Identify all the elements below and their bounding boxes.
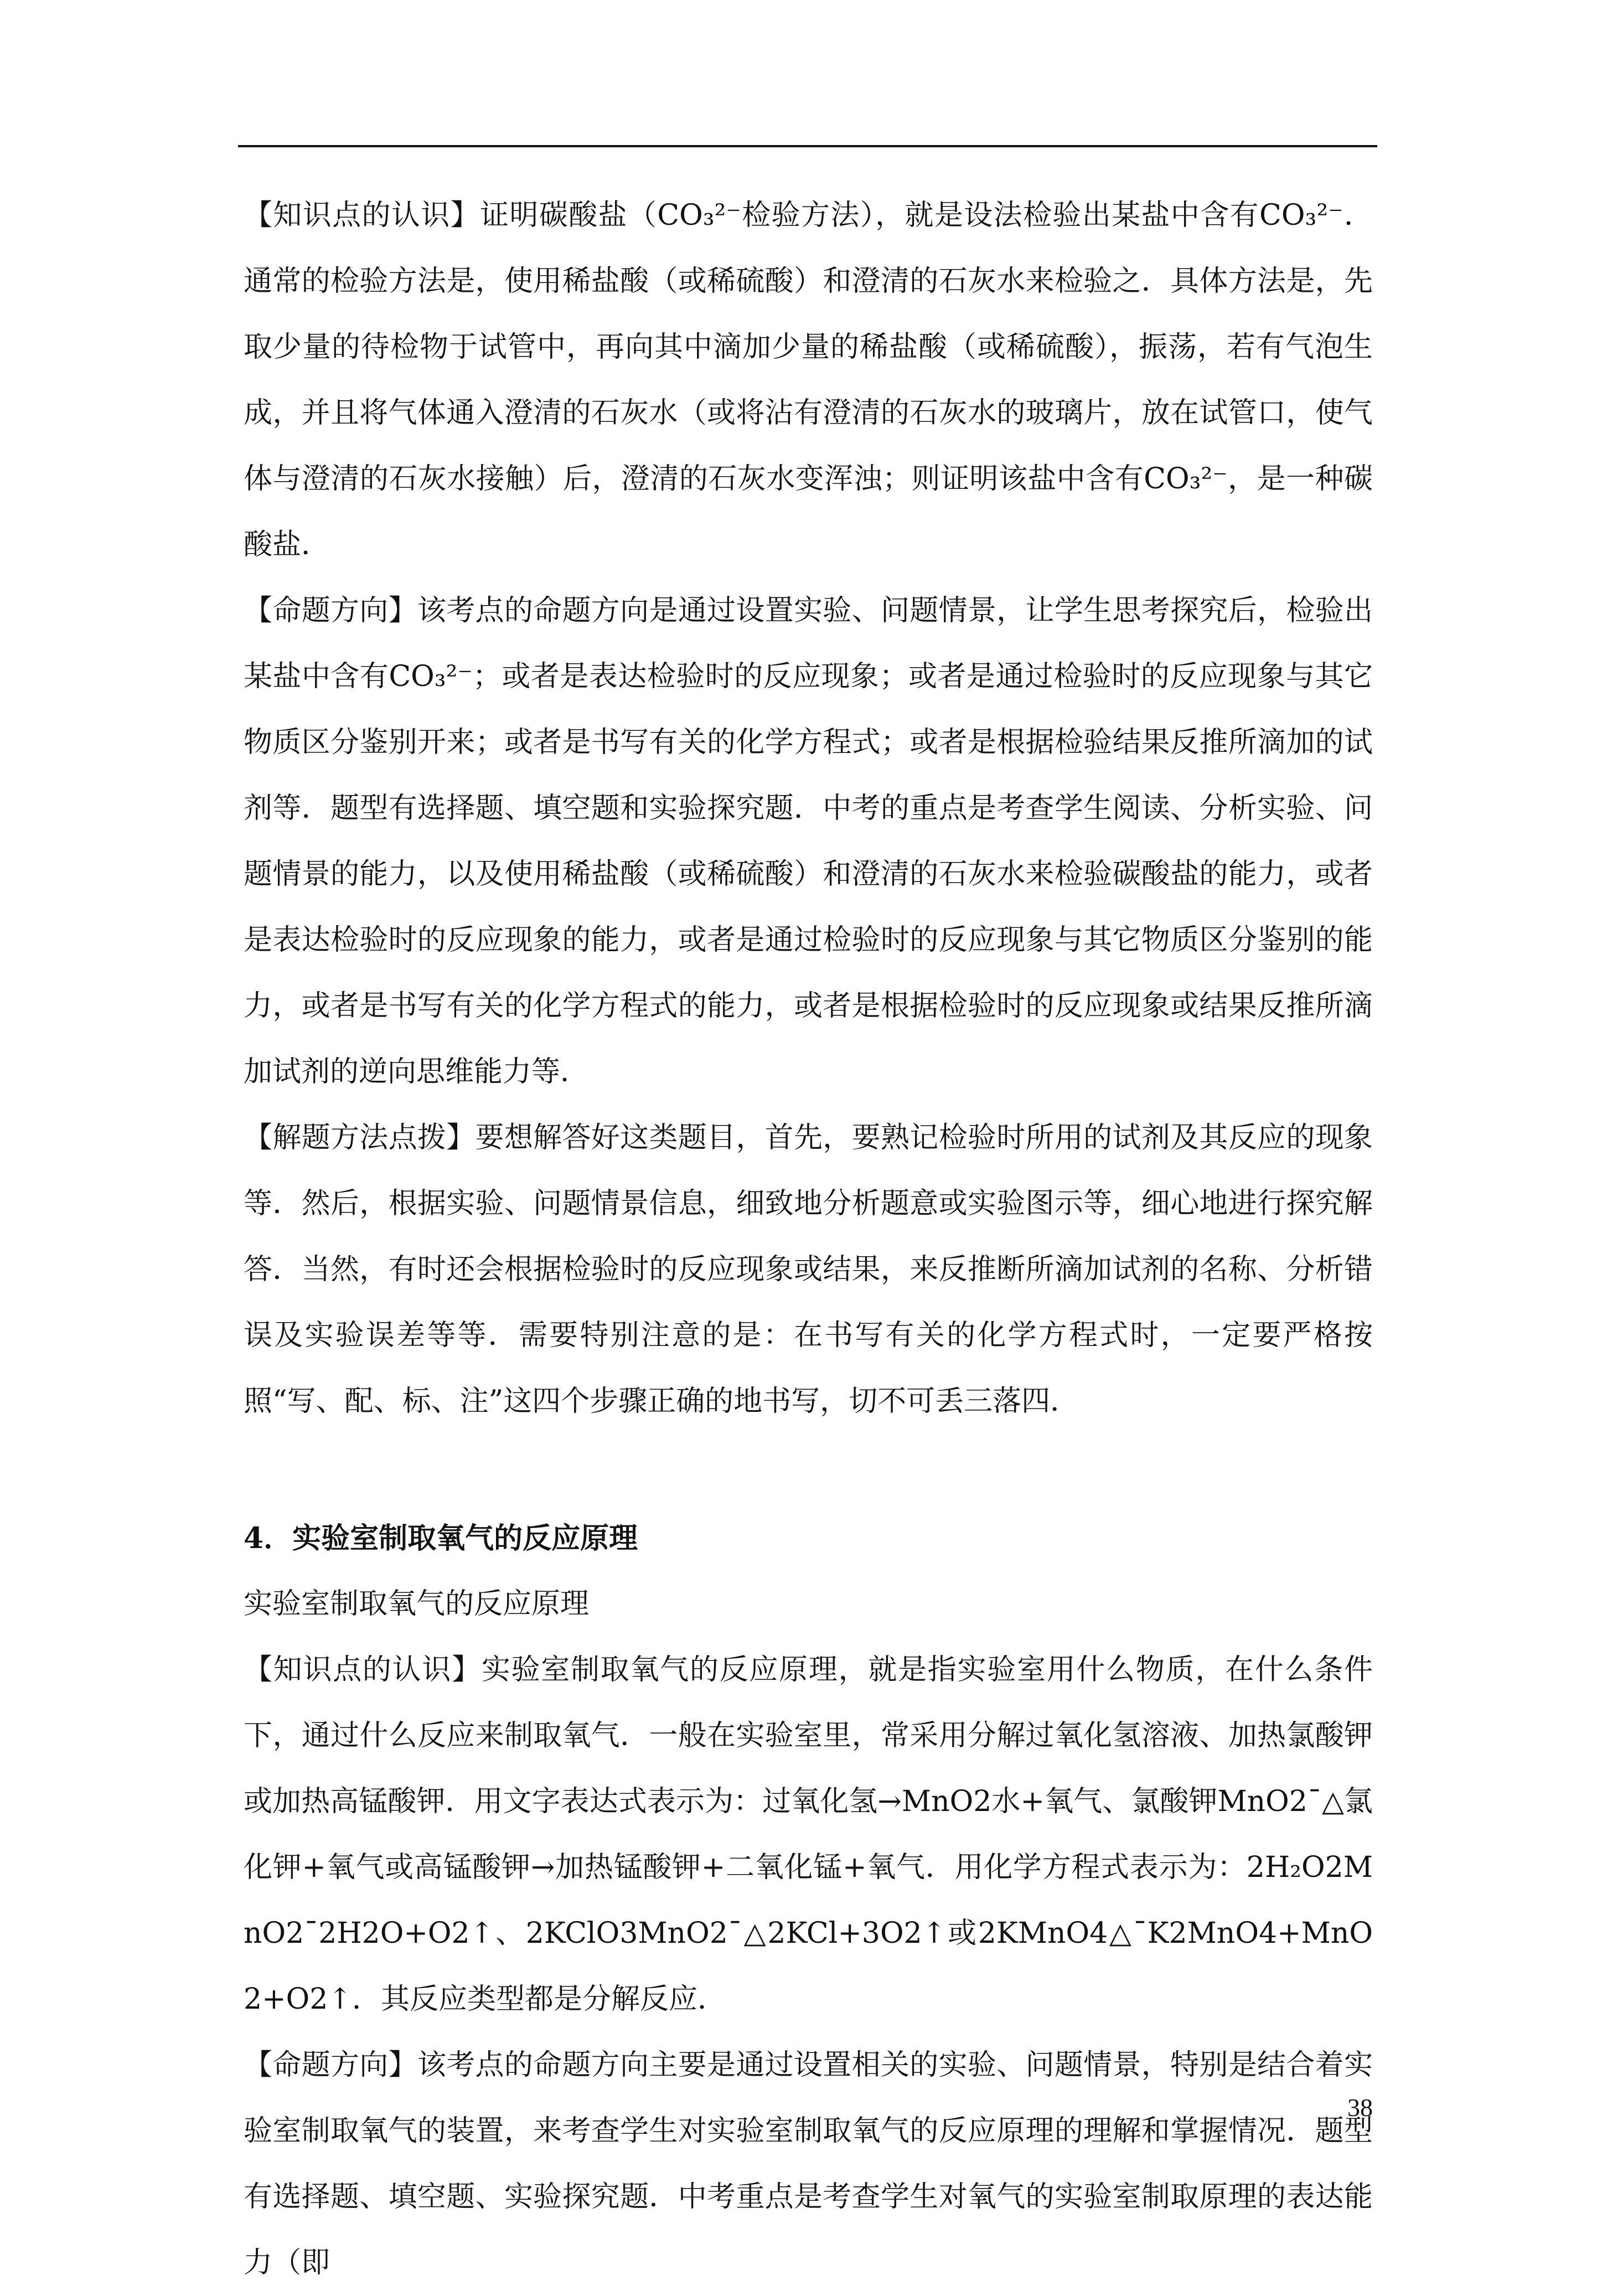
carbonate-exam-direction-paragraph: 【命题方向】该考点的命题方向是通过设置实验、问题情景，让学生思考探究后，检验出某盐中含有CO₃²⁻；或者是表达检验时的反应现象；或者是通过检验时的反应现象与其它物质区分鉴别开来；或者是书写有关的化学方程式；或者是根据检验结果反推所滴加的试剂等．题型有选择题、填空题和实验探究题．中考的重点是考查学生阅读、分析实验、问题情景的能力，以及使用稀盐酸（或稀硫酸）和澄清的石灰水来检验碳酸盐的能力，或者是表达检验时的反应现象的能力，或者是通过检验时的反应现象与其它物质区分鉴别的能力，或者是书写有关的化学方程式的能力，或者是根据检验时的反应现象或结果反推所滴加试剂的逆向思维能力等． — [244, 594, 1373, 1088]
oxygen-exam-direction-paragraph: 【命题方向】该考点的命题方向主要是通过设置相关的实验、问题情景，特别是结合着实验室制取氧气的装置，来考查学生对实验室制取氧气的反应原理的理解和掌握情况．题型有选择题、填空题、实验探究题．中考重点是考查学生对氧气的实验室制取原理的表达能力（即 — [244, 2049, 1373, 2279]
section-subtitle: 实验室制取氧气的反应原理 — [244, 1587, 590, 1621]
carbonate-solving-tips-paragraph: 【解题方法点拨】要想解答好这类题目，首先，要熟记检验时所用的试剂及其反应的现象等．然后，根据实验、问题情景信息，细致地分析题意或实验图示等，细心地进行探究解答．当然，有时还会根据检验时的反应现象或结果，来反推断所滴加试剂的名称、分析错误及实验误差等等．需要特别注意的是：在书写有关的化学方程式时，一定要严格按照“写、配、标、注”这四个步骤正确的地书写，切不可丢三落四． — [244, 1121, 1373, 1418]
section-heading: 4．实验室制取氧气的反应原理 — [244, 1521, 638, 1555]
oxygen-knowledge-paragraph: 【知识点的认识】实验室制取氧气的反应原理，就是指实验室用什么物质，在什么条件下，通过什么反应来制取氧气．一般在实验室里，常采用分解过氧化氢溶液、加热氯酸钾或加热高锰酸钾．用文字表达式表示为：过氧化氢→MnO2水+氧气、氯酸钾MnO2¯△氯化钾+氧气或高锰酸钾→加热锰酸钾+二氧化锰+氧气．用化学方程式表示为：2H₂O2MnO2¯2H2O+O2↑、2KClO3MnO2¯△2KCl+3O2↑或2KMnO4△¯K2MnO4+MnO2+O2↑．其反应类型都是分解反应． — [244, 1653, 1373, 2016]
header-rule — [238, 145, 1377, 147]
carbonate-knowledge-paragraph: 【知识点的认识】证明碳酸盐（CO₃²⁻检验方法），就是设法检验出某盐中含有CO₃²⁻．通常的检验方法是，使用稀盐酸（或稀硫酸）和澄清的石灰水来检验之．具体方法是，先取少量的待检物于试管中，再向其中滴加少量的稀盐酸（或稀硫酸），振荡，若有气泡生成，并且将气体通入澄清的石灰水（或将沾有澄清的石灰水的玻璃片，放在试管口，使气体与澄清的石灰水接触）后，澄清的石灰水变浑浊；则证明该盐中含有CO₃²⁻，是一种碳酸盐． — [244, 199, 1373, 561]
page-number: 38 — [1347, 2093, 1373, 2122]
section-spacer — [244, 1435, 1373, 1505]
page-content — [244, 183, 1373, 2296]
